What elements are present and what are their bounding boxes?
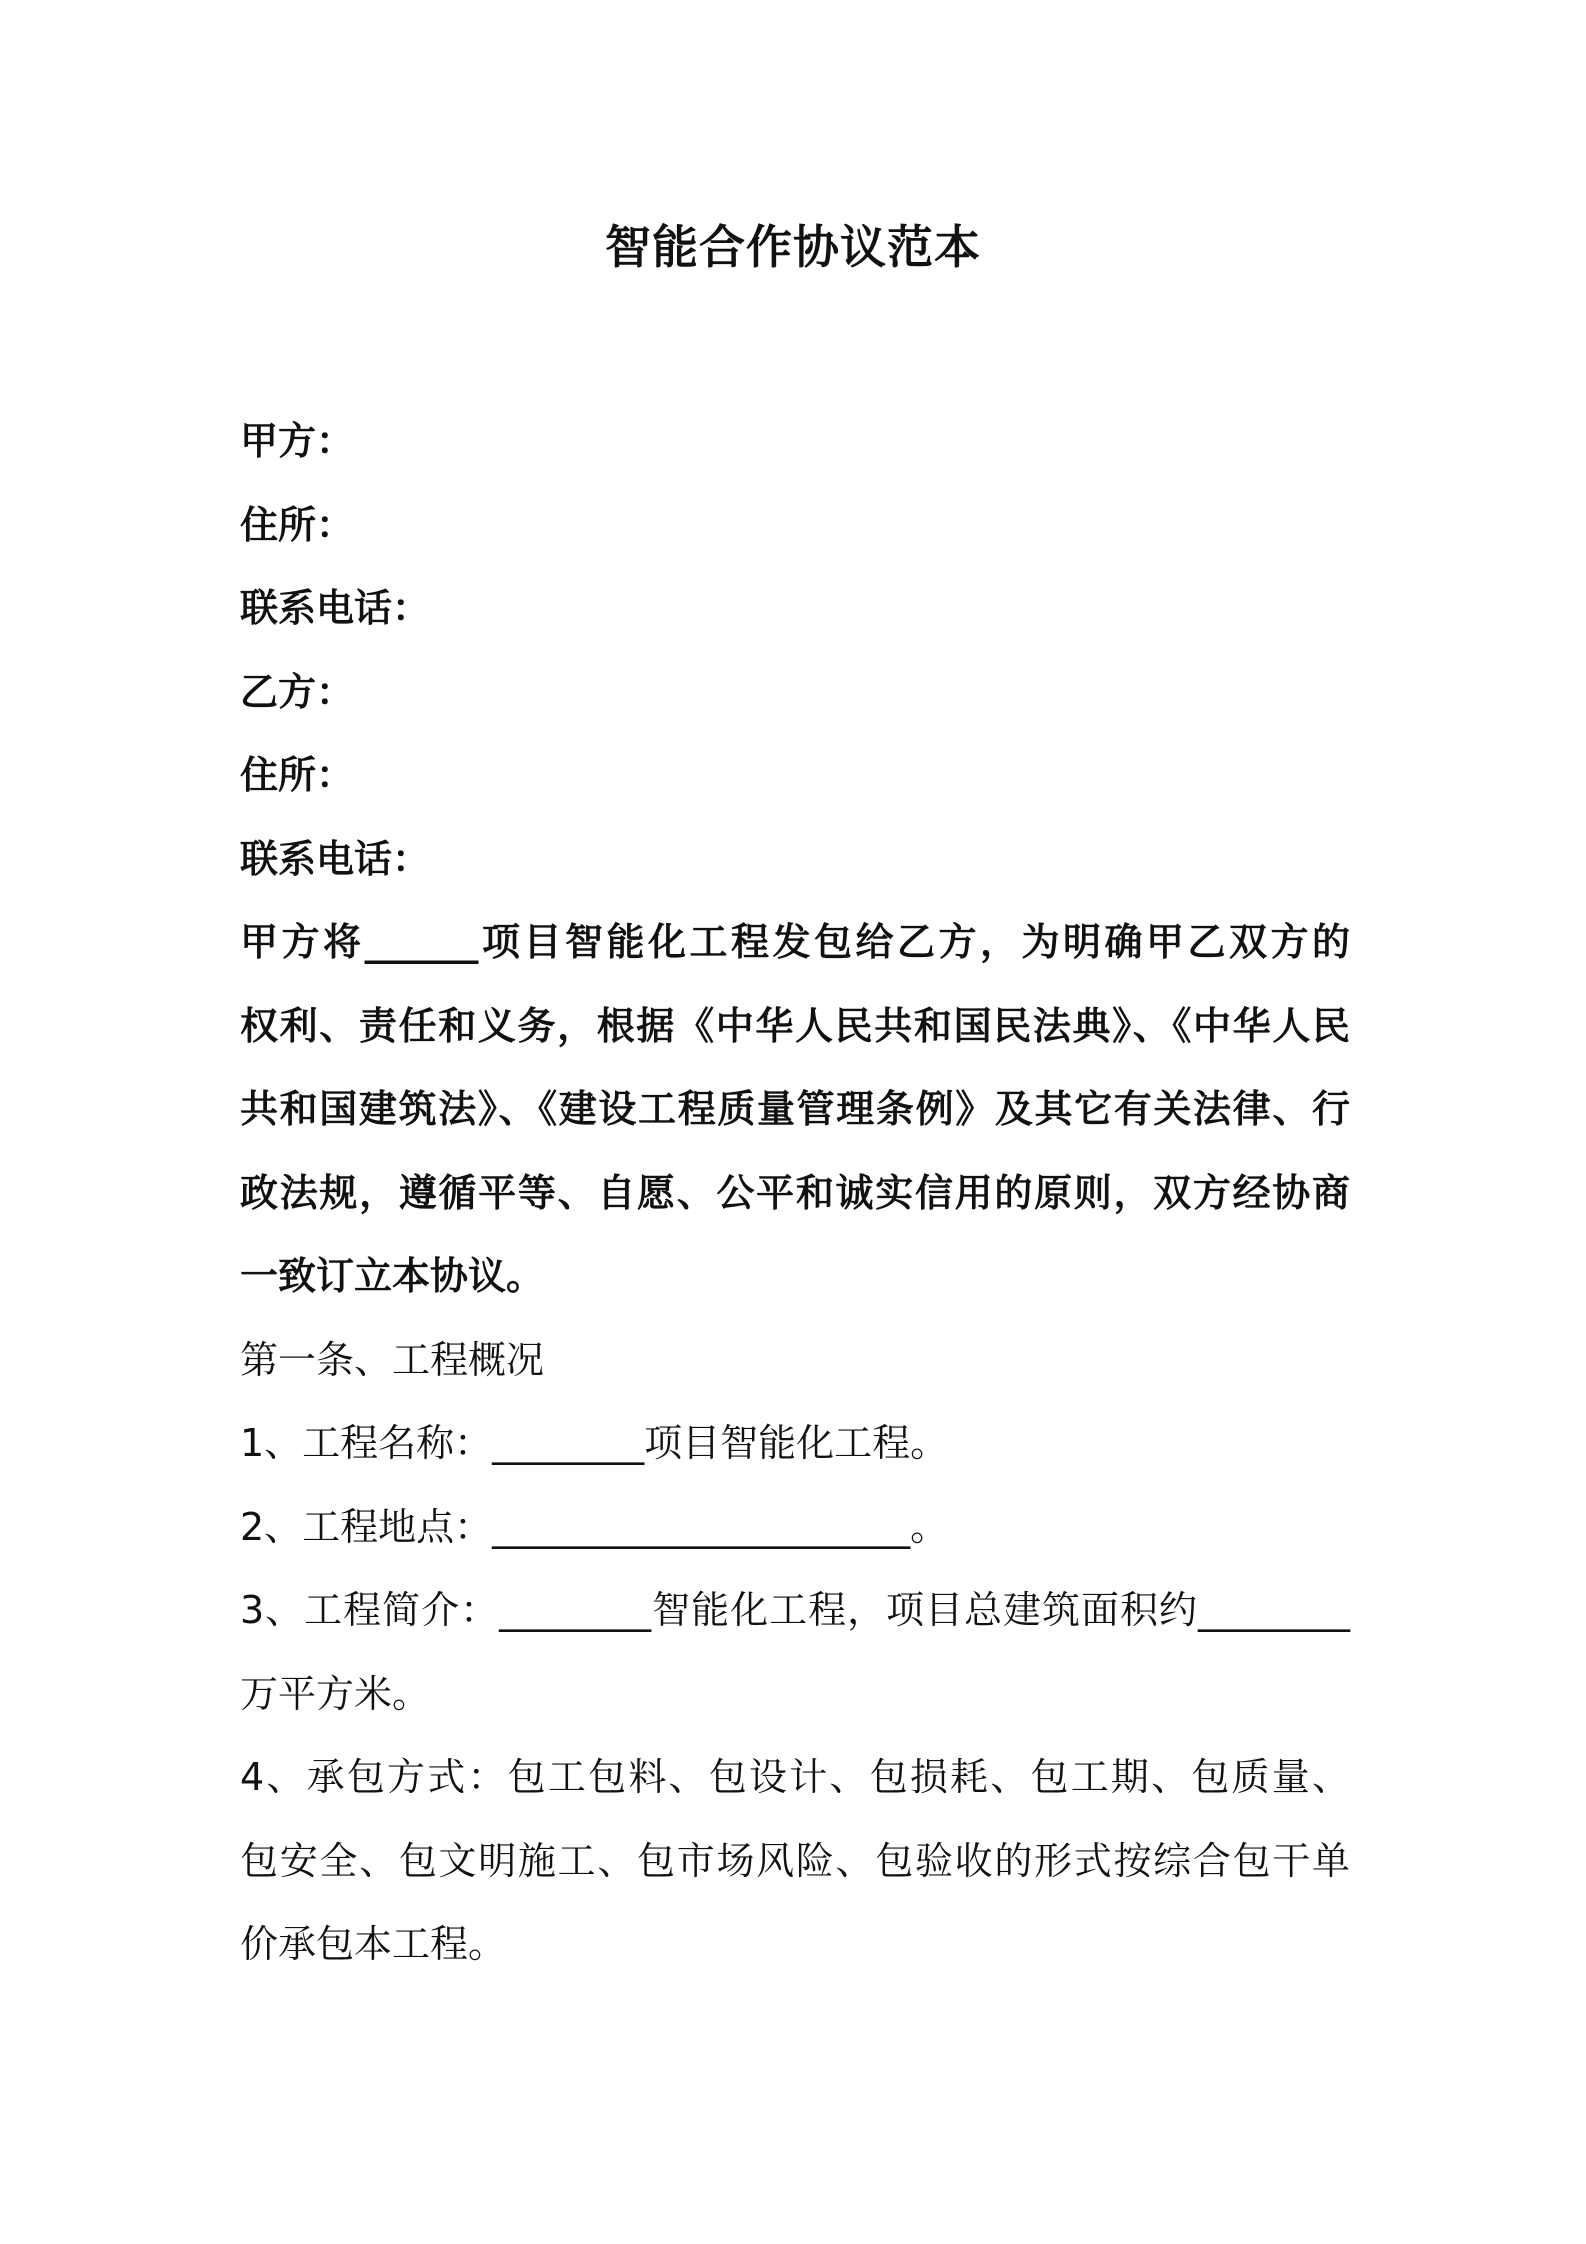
item-3-line: 万平方米。 <box>240 1671 431 1716</box>
party-b-label: 乙方： <box>240 669 355 714</box>
item-4-line: 价承包本工程。 <box>240 1922 507 1966</box>
intro-line: 甲方将______项目智能化工程发包给乙方，为明确甲乙双方的 <box>240 920 1350 964</box>
party-a-address-label: 住所： <box>240 502 355 547</box>
party-b-address-label: 住所： <box>240 753 355 797</box>
intro-line: 共和国建筑法》、《建设工程质量管理条例》及其它有关法律、行 <box>240 1087 1350 1131</box>
party-a-label: 甲方： <box>240 419 355 463</box>
intro-line: 一致订立本协议。 <box>240 1254 545 1298</box>
party-a-phone-label: 联系电话： <box>240 586 431 630</box>
article-1-heading: 第一条、工程概况 <box>240 1337 545 1382</box>
party-b-phone-label: 联系电话： <box>240 836 431 881</box>
document-body <box>240 400 1350 1987</box>
article-1-item-2: 2、工程地点：______________________。 <box>240 1504 949 1549</box>
intro-line: 权利、责任和义务，根据《中华人民共和国民法典》、《中华人民 <box>240 1003 1350 1048</box>
article-1-item-4 <box>240 1736 1350 1987</box>
intro-line: 政法规，遵循平等、自愿、公平和诚实信用的原则，双方经协商 <box>240 1170 1350 1215</box>
item-3-line: 3、工程简介：________智能化工程，项目总建筑面积约________ <box>240 1588 1350 1632</box>
document-title: 智能合作协议范本 <box>605 220 981 274</box>
article-1-item-1: 1、工程名称：________项目智能化工程。 <box>240 1421 949 1465</box>
article-1-item-3 <box>240 1569 1350 1736</box>
intro-paragraph <box>240 901 1350 1319</box>
item-4-line: 4、承包方式：包工包料、包设计、包损耗、包工期、包质量、 <box>240 1755 1350 1799</box>
item-4-line: 包安全、包文明施工、包市场风险、包验收的形式按综合包干单 <box>240 1838 1350 1883</box>
